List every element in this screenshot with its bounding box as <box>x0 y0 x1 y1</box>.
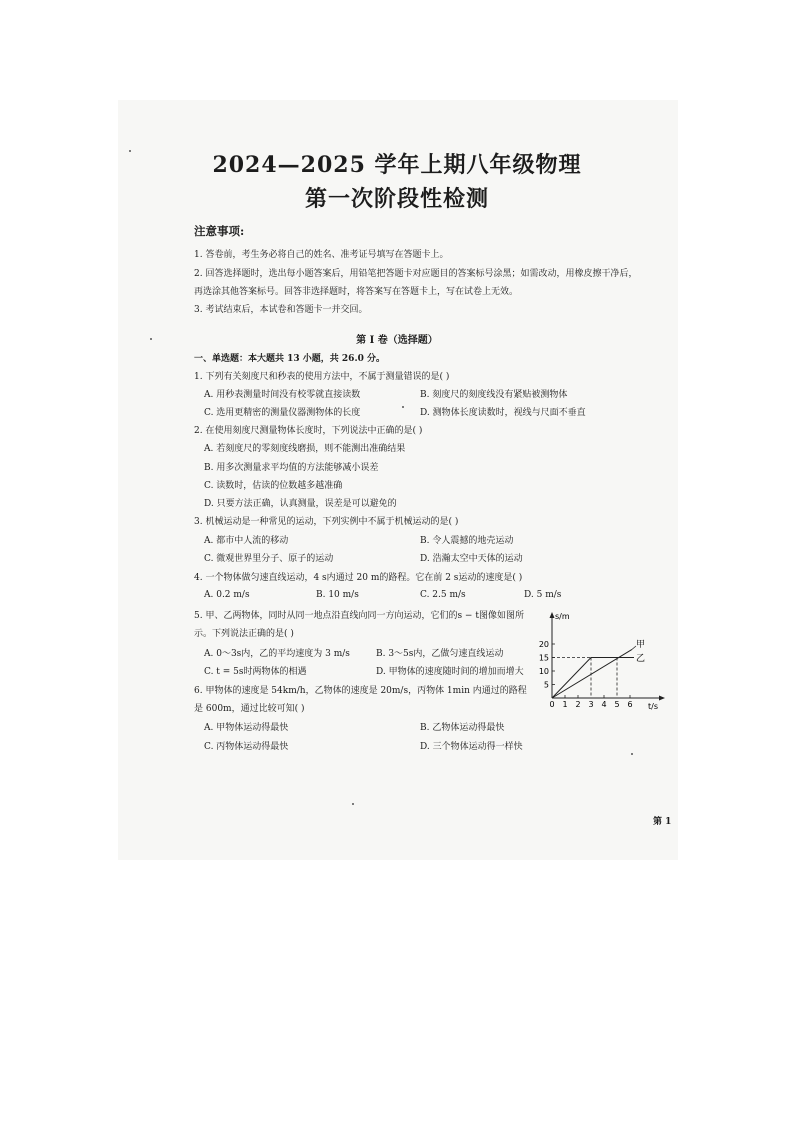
scan-speck <box>402 406 404 408</box>
q2-option-b: B. 用多次测量求平均值的方法能够减小误差 <box>204 463 379 473</box>
q1-option-d: D. 测物体长度读数时，视线与尺面不垂直 <box>420 408 586 418</box>
q4-option-b: B. 10 m/s <box>316 590 359 600</box>
s-t-graph <box>530 606 670 710</box>
label-yi: 乙 <box>636 654 646 664</box>
t-tick-label-4: 4 <box>601 700 607 709</box>
q6-option-d: D. 三个物体运动得一样快 <box>420 742 523 752</box>
q3-option-b: B. 令人震撼的地壳运动 <box>420 536 514 546</box>
q5-option-c: C. t = 5s时两物体的相遇 <box>204 667 307 677</box>
q6-option-b: B. 乙物体运动得最快 <box>420 723 505 733</box>
scan-speck <box>631 753 633 755</box>
label-jia: 甲 <box>636 640 646 650</box>
q1-option-b: B. 刻度尺的刻度线没有紧贴被测物体 <box>420 390 568 400</box>
paper-sheet <box>118 100 678 860</box>
section-title: 第 I 卷（选择题） <box>356 335 438 346</box>
q1-stem: 1. 下列有关刻度尺和秒表的使用方法中，不属于测量错误的是( ) <box>194 372 450 382</box>
page-number: 第 1 <box>653 817 672 827</box>
q3-stem: 3. 机械运动是一种常见的运动，下列实例中不属于机械运动的是( ) <box>194 517 459 527</box>
q4-option-a: A. 0.2 m/s <box>204 590 250 600</box>
notice-heading: 注意事项: <box>194 224 245 238</box>
q6-stem-line1: 6. 甲物体的速度是 54km/h，乙物体的速度是 20m/s，丙物体 1min 内通过的路程 <box>194 686 527 696</box>
q6-option-c: C. 丙物体运动得最快 <box>204 742 289 752</box>
line-yi <box>552 658 634 699</box>
q3-option-a: A. 都市中人流的移动 <box>204 536 289 546</box>
q6-option-a: A. 甲物体运动得最快 <box>204 723 289 733</box>
q5-stem-line1: 5. 甲、乙两物体，同时从同一地点沿直线向同一方向运动，它们的s − t图像如图所 <box>194 611 524 621</box>
exam-title: 2024—2025 学年上期八年级物理 <box>212 152 582 178</box>
q6-stem-line2: 是 600m，通过比较可知( ) <box>194 704 305 714</box>
q4-option-d: D. 5 m/s <box>524 590 562 600</box>
t-tick-label-3: 3 <box>588 700 594 709</box>
q4-option-c: C. 2.5 m/s <box>420 590 466 600</box>
q2-stem: 2. 在使用刻度尺测量物体长度时，下列说法中正确的是( ) <box>194 426 423 436</box>
q5-option-d: D. 甲物体的速度随时间的增加而增大 <box>376 667 524 677</box>
s-tick-label-15: 15 <box>538 653 549 663</box>
q3-option-c: C. 微观世界里分子、原子的运动 <box>204 554 334 564</box>
q2-option-a: A. 若刻度尺的零刻度线磨损，则不能测出准确结果 <box>204 444 406 454</box>
line-jia <box>552 649 632 698</box>
note-2: 2. 回答选择题时，选出每小题答案后，用铅笔把答题卡对应题目的答案标号涂黑；如需改动，用橡皮擦干净后， <box>194 269 638 279</box>
t-axis-label: t/s <box>648 702 658 710</box>
s-tick-label-20: 20 <box>538 640 549 649</box>
t-tick-label-5: 5 <box>614 700 620 709</box>
s-axis-label: s/m <box>555 612 570 621</box>
part-heading: 一、单选题：本大题共 13 小题，共 26.0 分。 <box>194 354 385 364</box>
scan-speck <box>150 338 152 340</box>
s-axis-arrow <box>550 612 555 618</box>
q3-option-d: D. 浩瀚太空中天体的运动 <box>420 554 523 564</box>
q1-option-c: C. 选用更精密的测量仪器测物体的长度 <box>204 408 361 418</box>
s-tick-label-10: 10 <box>538 667 549 676</box>
q5-stem-line2: 示。下列说法正确的是( ) <box>194 629 294 639</box>
t-tick-label-6: 6 <box>627 700 633 709</box>
note-1: 1. 答卷前，考生务必将自己的姓名、准考证号填写在答题卡上。 <box>194 250 449 260</box>
t-tick-label-1: 1 <box>562 700 568 709</box>
note-2-continued: 再选涂其他答案标号。回答非选择题时，将答案写在答题卡上，写在试卷上无效。 <box>194 287 519 297</box>
note-3: 3. 考试结束后，本试卷和答题卡一并交回。 <box>194 305 368 315</box>
t-tick-label-0: 0 <box>549 700 555 709</box>
t-axis-arrow <box>659 696 665 701</box>
scan-speck <box>352 803 354 805</box>
q4-stem: 4. 一个物体做匀速直线运动，4 s内通过 20 m的路程。它在前 2 s运动的速度是( ) <box>194 573 523 583</box>
q5-option-b: B. 3～5s内，乙做匀速直线运动 <box>376 649 504 659</box>
scan-speck <box>129 150 131 152</box>
s-tick-label-5: 5 <box>543 680 549 690</box>
q2-option-d: D. 只要方法正确，认真测量，误差是可以避免的 <box>204 499 397 509</box>
t-tick-label-2: 2 <box>575 700 581 709</box>
q5-option-a: A. 0～3s内，乙的平均速度为 3 m/s <box>204 649 350 659</box>
q1-option-a: A. 用秒表测量时间没有校零就直接读数 <box>204 390 361 400</box>
q2-option-c: C. 读数时，估读的位数越多越准确 <box>204 481 343 491</box>
exam-subtitle: 第一次阶段性检测 <box>304 186 489 212</box>
